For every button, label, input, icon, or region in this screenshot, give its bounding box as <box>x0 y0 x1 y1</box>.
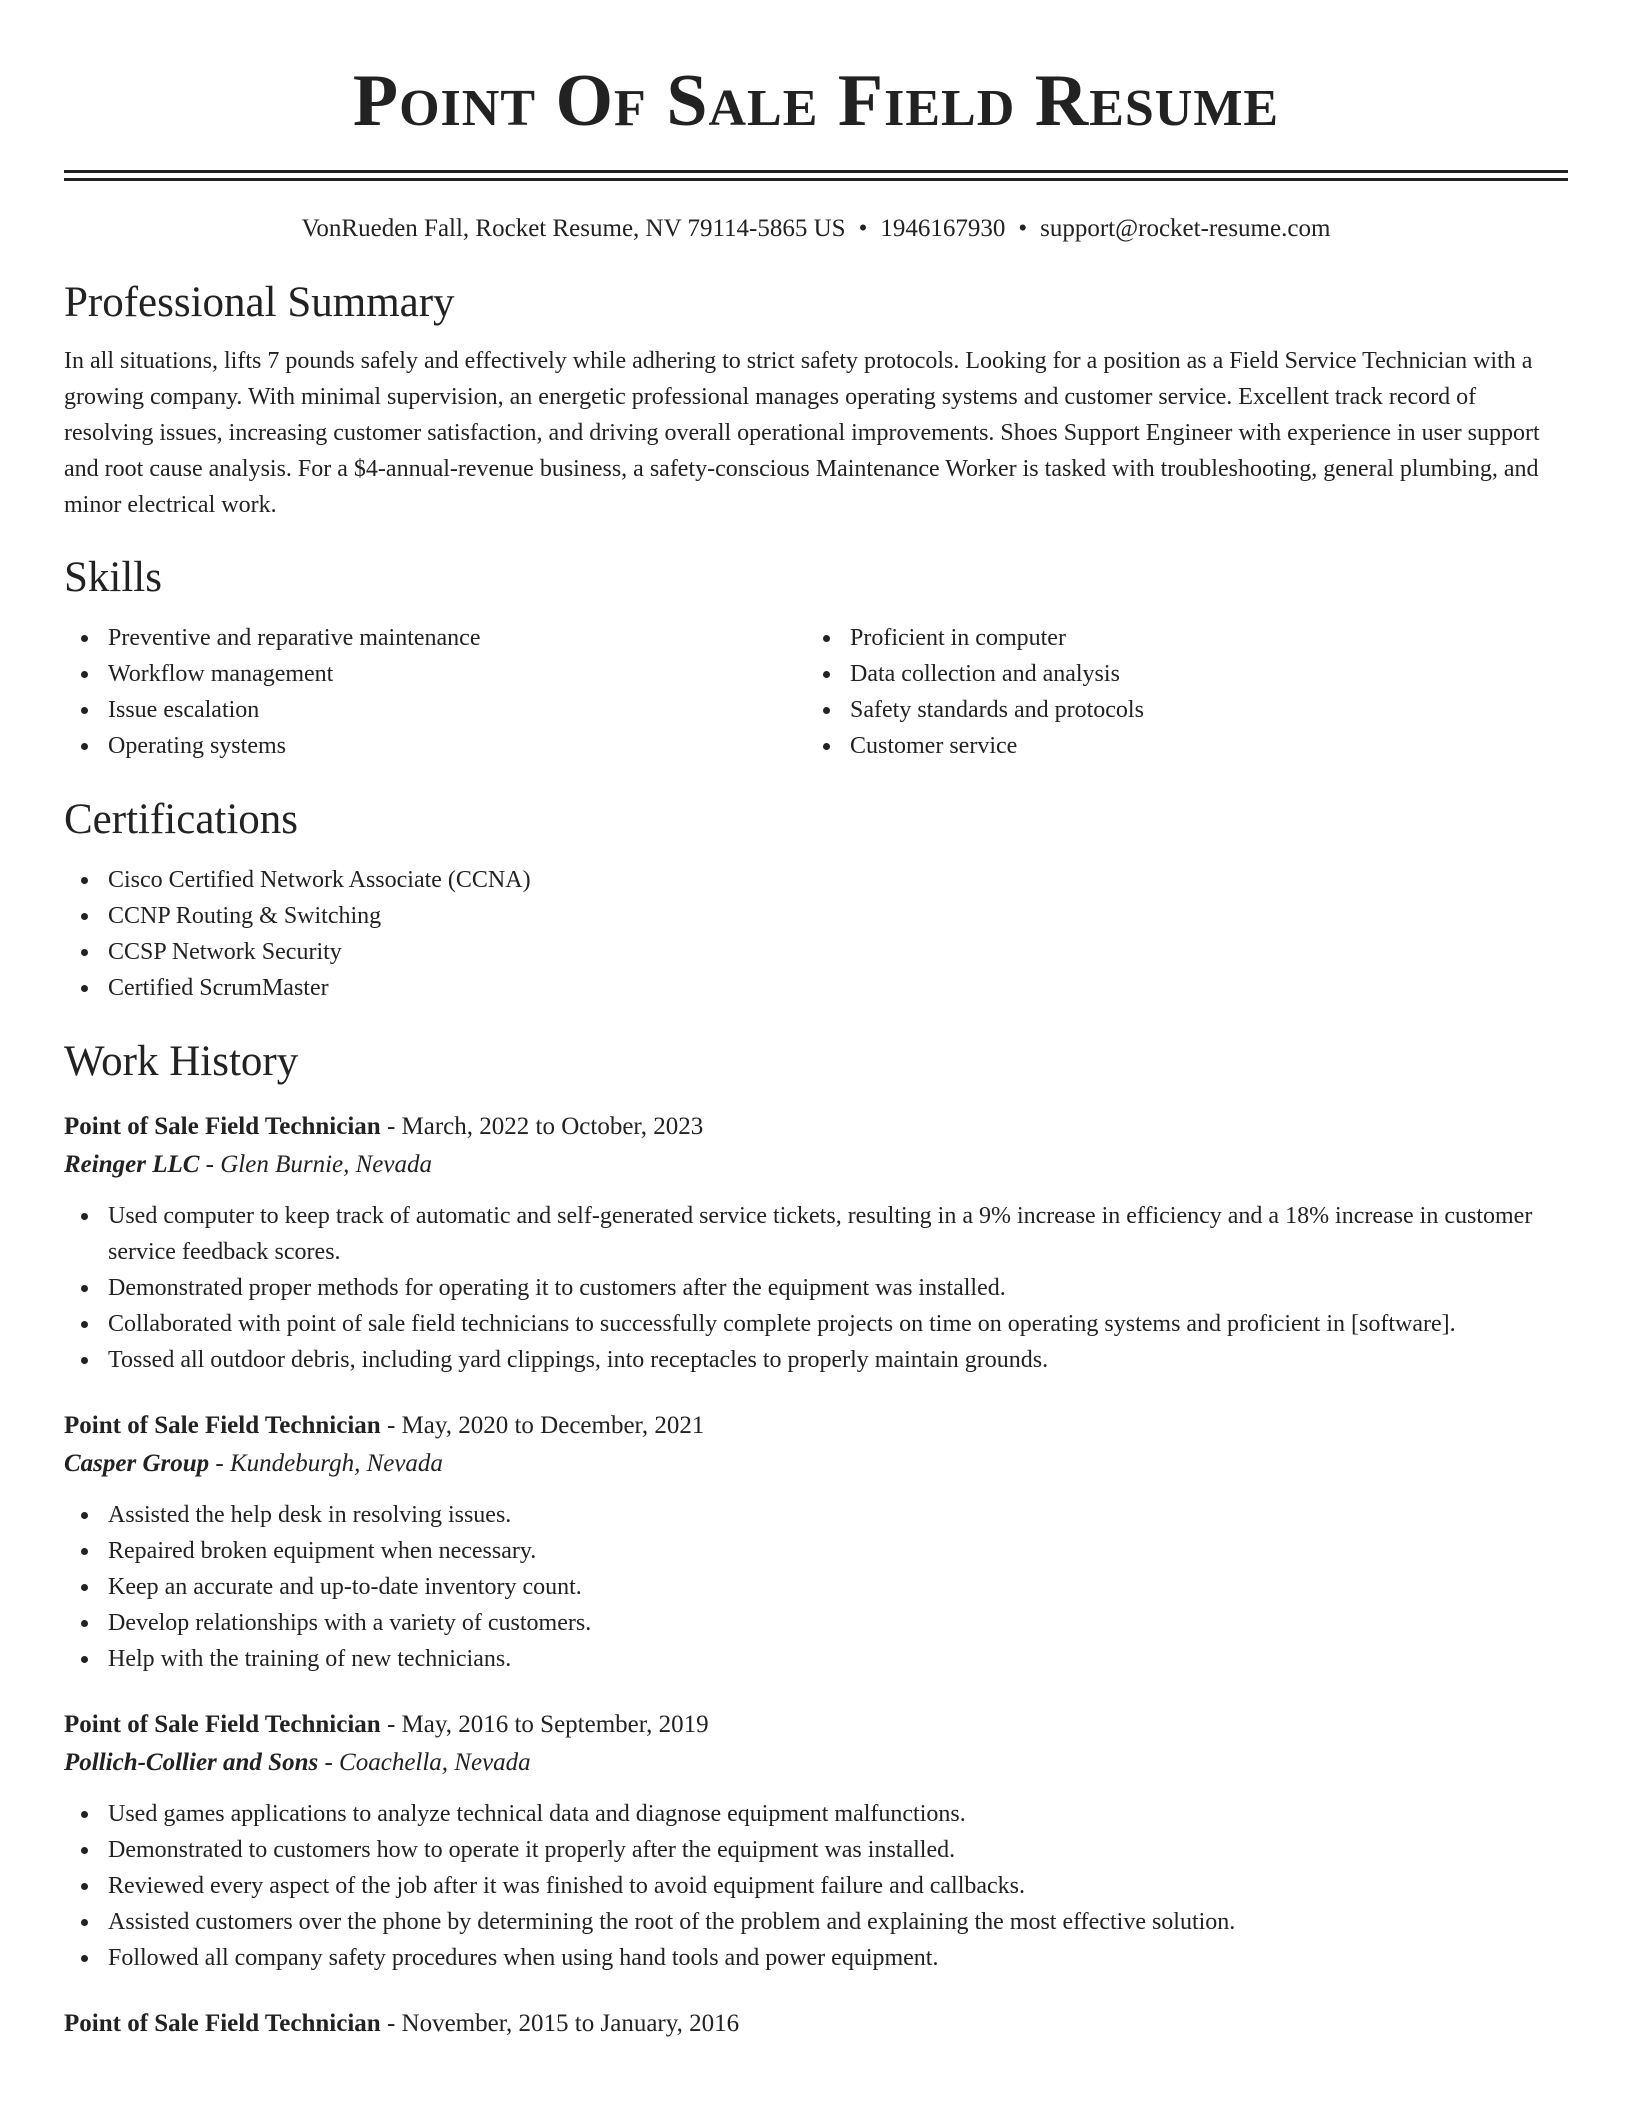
skills-grid <box>64 620 1568 764</box>
work-history-heading: Work History <box>64 1038 299 1085</box>
job-entry <box>64 1108 1568 1378</box>
job-bullet: Keep an accurate and up-to-date inventory count. <box>64 1569 1568 1605</box>
contact-address: VonRueden Fall, Rocket Resume, NV 79114-5865 US <box>301 215 846 242</box>
summary-heading: Professional Summary <box>64 279 455 326</box>
skill-item: Customer service <box>806 728 1548 764</box>
job-bullet: Develop relationships with a variety of customers. <box>64 1605 1568 1641</box>
job-dates: - May, 2016 to September, 2019 <box>380 1711 709 1738</box>
job-title: Point of Sale Field Technician <box>64 1412 381 1439</box>
job-bullet: Collaborated with point of sale field technicians to successfully complete projects on time on operating systems and proficient in [software]. <box>64 1306 1568 1342</box>
job-bullet: Help with the training of new technicians. <box>64 1641 1568 1677</box>
skill-item: Proficient in computer <box>806 620 1548 656</box>
skill-item: Preventive and reparative maintenance <box>64 620 806 656</box>
contact-email: support@rocket-resume.com <box>1040 215 1331 242</box>
skills-section <box>64 552 1568 764</box>
skill-item: Issue escalation <box>64 692 806 728</box>
resume-title: Point Of Sale Field Resume <box>352 60 1280 142</box>
certification-item: Cisco Certified Network Associate (CCNA) <box>64 862 1568 898</box>
company-name: Casper Group <box>64 1450 210 1477</box>
job-dates: - March, 2022 to October, 2023 <box>380 1113 704 1140</box>
certification-item: Certified ScrumMaster <box>64 970 1568 1006</box>
contact-separator: • <box>858 215 868 242</box>
skills-heading: Skills <box>64 554 162 601</box>
job-bullet: Reviewed every aspect of the job after it was finished to avoid equipment failure and callbacks. <box>64 1868 1568 1904</box>
job-bullet: Assisted the help desk in resolving issues. <box>64 1497 1568 1533</box>
job-bullets <box>64 1497 1568 1677</box>
skill-item: Operating systems <box>64 728 806 764</box>
job-header <box>64 1407 1568 1445</box>
summary-text: In all situations, lifts 7 pounds safely and effectively while adhering to strict safety protocols. Looking for a position as a Field Service Technician with a growing company. With minimal supervision, an energetic professional manages operating systems and customer service. Excellent track record of resolving issues, increasing customer satisfaction, and driving overall operational improvements. Shoes Support Engineer with experience in user support and root cause analysis. For a $4-annual-revenue business, a safety-conscious Maintenance Worker is tasked with troubleshooting, general plumbing, and minor electrical work. <box>64 348 1540 518</box>
job-entry <box>64 1706 1568 1976</box>
job-dates: - November, 2015 to January, 2016 <box>380 2010 740 2037</box>
summary-section <box>64 277 1568 523</box>
contact-separator: • <box>1018 215 1028 242</box>
job-bullet: Used computer to keep track of automatic and self-generated service tickets, resulting in a 9% increase in efficiency and a 18% increase in customer service feedback scores. <box>64 1198 1568 1270</box>
certifications-list <box>64 862 1568 1006</box>
resume-page <box>64 0 1568 2043</box>
company-location: - Coachella, Nevada <box>318 1749 531 1776</box>
company-location: - Kundeburgh, Nevada <box>209 1450 443 1477</box>
job-dates: - May, 2020 to December, 2021 <box>380 1412 705 1439</box>
job-bullet: Tossed all outdoor debris, including yard clippings, into receptacles to properly maintain grounds. <box>64 1342 1568 1378</box>
job-bullet: Demonstrated to customers how to operate it properly after the equipment was installed. <box>64 1832 1568 1868</box>
job-header <box>64 2005 1568 2043</box>
company-name: Pollich-Collier and Sons <box>64 1749 319 1776</box>
company-location: - Glen Burnie, Nevada <box>199 1151 433 1178</box>
skill-item: Data collection and analysis <box>806 656 1548 692</box>
job-title: Point of Sale Field Technician <box>64 1113 381 1140</box>
job-title: Point of Sale Field Technician <box>64 2010 381 2037</box>
work-history-section <box>64 1036 1568 2043</box>
contact-line <box>64 212 1568 246</box>
certifications-section <box>64 794 1568 1006</box>
job-entry <box>64 2005 1568 2043</box>
job-employer <box>64 1146 1568 1184</box>
job-bullets <box>64 1198 1568 1378</box>
job-bullet: Followed all company safety procedures when using hand tools and power equipment. <box>64 1940 1568 1976</box>
job-employer <box>64 1744 1568 1782</box>
job-employer <box>64 1445 1568 1483</box>
job-bullet: Used games applications to analyze technical data and diagnose equipment malfunctions. <box>64 1796 1568 1832</box>
job-header <box>64 1706 1568 1744</box>
job-title: Point of Sale Field Technician <box>64 1711 381 1738</box>
skills-list-left <box>64 620 806 764</box>
skill-item: Workflow management <box>64 656 806 692</box>
certification-item: CCSP Network Security <box>64 934 1568 970</box>
job-header <box>64 1108 1568 1146</box>
certification-item: CCNP Routing & Switching <box>64 898 1568 934</box>
job-bullet: Demonstrated proper methods for operating it to customers after the equipment was installed. <box>64 1270 1568 1306</box>
company-name: Reinger LLC <box>64 1151 200 1178</box>
certifications-heading: Certifications <box>64 796 299 843</box>
title-divider-bottom <box>64 178 1568 181</box>
contact-phone: 1946167930 <box>880 215 1006 242</box>
skills-list-right <box>806 620 1548 764</box>
job-bullet: Assisted customers over the phone by determining the root of the problem and explaining the most effective solution. <box>64 1904 1568 1940</box>
title-divider-top <box>64 170 1568 173</box>
skill-item: Safety standards and protocols <box>806 692 1548 728</box>
job-bullets <box>64 1796 1568 1976</box>
job-bullet: Repaired broken equipment when necessary. <box>64 1533 1568 1569</box>
job-entry <box>64 1407 1568 1677</box>
